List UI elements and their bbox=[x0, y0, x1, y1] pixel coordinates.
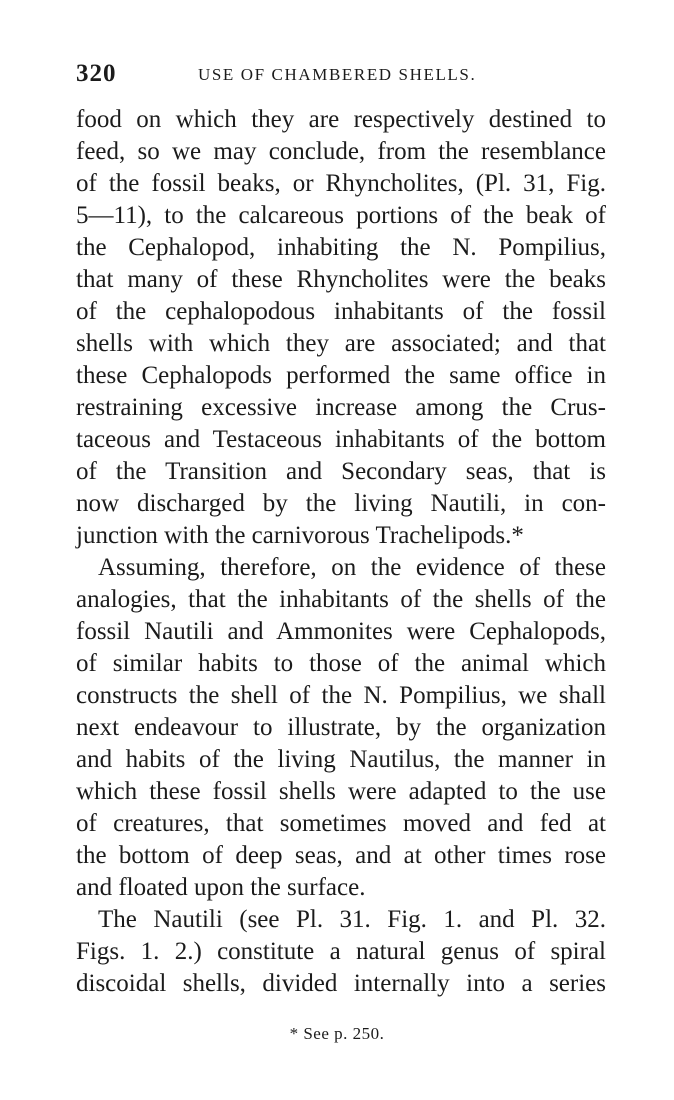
text-line: the bottom of deep seas, and at other times rose bbox=[76, 842, 606, 869]
text-line: Figs. 1. 2.) constitute a natural genus of spiral bbox=[76, 938, 606, 965]
text-line: next endeavour to illustrate, by the organization bbox=[76, 714, 606, 741]
text-line: and floated upon the surface. bbox=[76, 874, 366, 901]
text-line: now discharged by the living Nautili, in con- bbox=[76, 490, 606, 517]
text-line: of the Transition and Secondary seas, that is bbox=[76, 458, 606, 485]
text-line: shells with which they are associated; and that bbox=[76, 330, 606, 357]
text-line: which these fossil shells were adapted to the use bbox=[76, 778, 606, 805]
text-line: restraining excessive increase among the Crus- bbox=[76, 394, 606, 421]
text-line: of similar habits to those of the animal which bbox=[76, 650, 606, 677]
text-line: food on which they are respectively destined to bbox=[76, 106, 606, 133]
text-line: The Nautili (see Pl. 31. Fig. 1. and Pl. 32. bbox=[98, 906, 606, 933]
text-line: constructs the shell of the N. Pompilius, we shall bbox=[76, 682, 606, 709]
body-text bbox=[76, 104, 606, 1000]
text-line: of the cephalopodous inhabitants of the fossil bbox=[76, 298, 606, 325]
page-header bbox=[76, 60, 606, 94]
text-line: fossil Nautili and Ammonites were Cephalopods, bbox=[76, 618, 606, 645]
footnote: * See p. 250. bbox=[289, 1024, 385, 1043]
text-line: feed, so we may conclude, from the resemblance bbox=[76, 138, 606, 165]
text-line: the Cephalopod, inhabiting the N. Pompilius, bbox=[76, 234, 606, 261]
text-line: and habits of the living Nautilus, the manner in bbox=[76, 746, 606, 773]
text-line: that many of these Rhyncholites were the beaks bbox=[76, 266, 606, 293]
text-line: taceous and Testaceous inhabitants of the bottom bbox=[76, 426, 606, 453]
text-line: junction with the carnivorous Trachelipods.* bbox=[76, 522, 524, 549]
running-head: USE OF CHAMBERED SHELLS. bbox=[198, 65, 477, 84]
text-line: 5—11), to the calcareous portions of the beak of bbox=[76, 202, 606, 229]
text-line: of creatures, that sometimes moved and fed at bbox=[76, 810, 606, 837]
text-line: analogies, that the inhabitants of the shells of the bbox=[76, 586, 606, 613]
page-number: 320 bbox=[76, 60, 117, 87]
text-line: Assuming, therefore, on the evidence of these bbox=[98, 554, 606, 581]
text-line: discoidal shells, divided internally into a series bbox=[76, 970, 606, 997]
text-line: of the fossil beaks, or Rhyncholites, (Pl. 31, Fig. bbox=[76, 170, 606, 197]
text-line: these Cephalopods performed the same office in bbox=[76, 362, 606, 389]
